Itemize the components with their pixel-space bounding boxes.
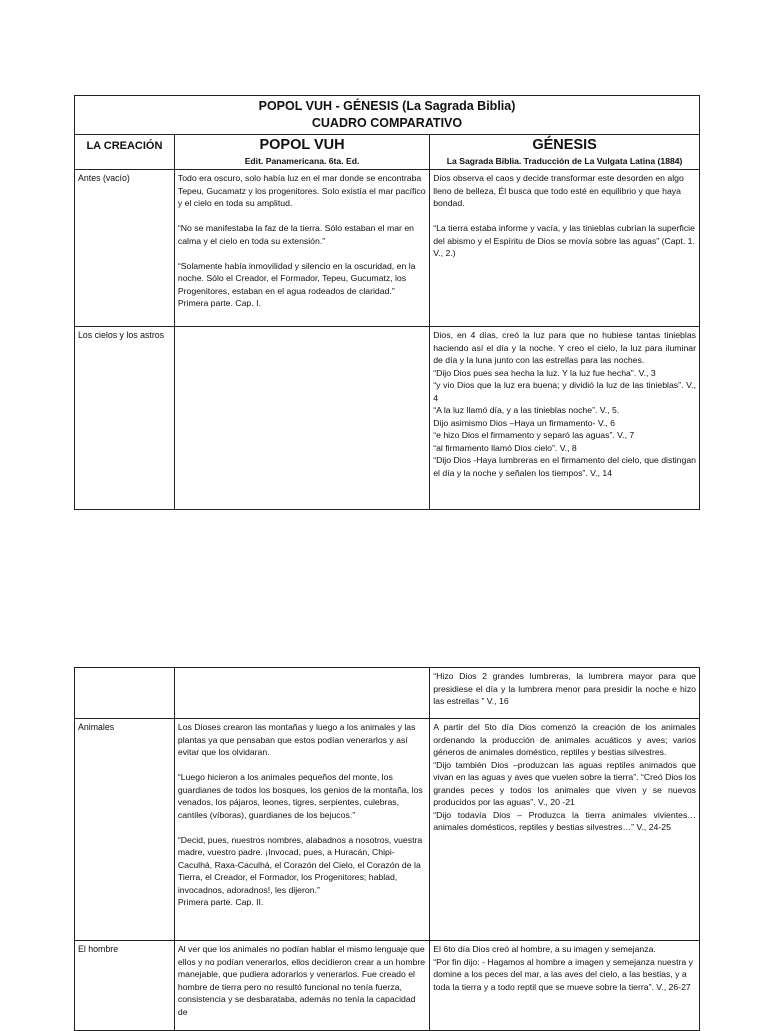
comparison-table-2 <box>74 667 700 1031</box>
table-row <box>75 170 700 327</box>
paragraph: Dios, en 4 días, creó la luz para que no hubiese tantas tinieblas haciendo así el día y la noche. Y creo el cielo, la luz para iluminar de día y la luna junto con las estrellas para las noches. <box>433 330 696 365</box>
row-label: Animales <box>75 719 175 941</box>
paragraph: Los Dioses crearon las montañas y luego a los animales y las plantas ya que pensaban que estos podían venerarlos y así evitar que los olvidaran. <box>177 722 416 757</box>
popol-cell <box>174 668 429 719</box>
paragraph: Todo era oscuro, solo había luz en el mar donde se encontraba Tepeu, Gucamatz y los progenitores. Solo existía el mar pacífico y el cielo en toda su amplitud. <box>177 173 426 208</box>
paragraph: “Decid, pues, nuestros nombres, alabadnos a nosotros, vuestra madre, vuestro padre. ¡Invocad, pues, a Huracán, Chipi-Caculhá, Raxa-Caculhá, el Corazón del Cielo, el Corazón de la Tierra, el Creador, el Formador, los Progenitores; hablad, invocadnos, adoradnos!, les dijeron.” <box>177 834 423 895</box>
paragraph: El 6to día Dios creó al hombre, a su imagen y semejanza. <box>433 944 656 954</box>
citation: Primera parte. Cap. II. <box>177 897 264 907</box>
table-row <box>75 719 700 941</box>
verse: “Dijo Dios -Haya lumbreras en el firmamento del cielo, que distingan el día y la noche y señalen los tiempos”. V., 14 <box>433 455 696 478</box>
table-row <box>75 668 700 719</box>
genesis-cell <box>430 668 700 719</box>
verse: “Dijo todavía Dios – Produzca la tierra animales vivientes… animales domésticos, reptiles y bestias silvestres…” V., 24-25 <box>433 809 696 832</box>
verse: “y vio Dios que la luz era buena; y dividió la luz de las tinieblas”. V., 4 <box>433 380 696 403</box>
header-genesis-title: GÉNESIS <box>532 137 597 153</box>
verse: Dijo asimismo Dios –Haya un firmamento- V., 6 <box>433 417 615 428</box>
header-creation-label: LA CREACIÓN <box>86 140 163 152</box>
comparison-table-1 <box>74 95 700 510</box>
row-label: Antes (vacío) <box>75 170 175 327</box>
popol-cell <box>174 327 429 510</box>
header-genesis-source: La Sagrada Biblia. Traducción de La Vulgata Latina (1884) <box>446 156 683 166</box>
paragraph: “La tierra estaba informe y vacía, y las tinieblas cubrían la superficie del abismo y el Espíritu de Dios se movía sobre las aguas” (Capt. 1. V., 2.) <box>433 223 695 258</box>
citation: Primera parte. Cap. I. <box>177 298 261 308</box>
paragraph: “Solamente había inmovilidad y silencio en la oscuridad, en la noche. Sólo el Creador, el Formador, Tepeu, Gucumatz, los Progenitores, estaban en el agua rodeados de claridad.” <box>177 260 416 296</box>
row-label: El hombre <box>75 941 175 1031</box>
header-popol <box>174 135 429 170</box>
genesis-cell <box>430 170 700 327</box>
table-row <box>75 941 700 1031</box>
title-cell <box>75 96 700 135</box>
table-row <box>75 327 700 510</box>
header-creation <box>75 135 175 170</box>
row-label: Los cielos y los astros <box>75 327 175 510</box>
genesis-cell <box>430 327 700 510</box>
paragraph: “Luego hicieron a los animales pequeños del monte, los guardianes de todos los bosques, los genios de la montaña, los venados, los pájaros, leones, tigres, serpientes, culebras, cantiles (víboras), guardianes de los bejucos.” <box>177 772 423 820</box>
verse: “e hizo Dios el firmamento y separó las aguas”. V., 7 <box>433 430 635 440</box>
verse: “Hizo Dios 2 grandes lumbreras, la lumbrera mayor para que presidiese el día y la lumbrera menor para presidir la noche e hizo las estrellas ” V., 16 <box>433 671 696 706</box>
paragraph: Al ver que los animales no podían hablar el mismo lenguaje que ellos y no podían venerarlos, ellos decidieron crear a un hombre manejable, que pudiera adorarlos y venerarlos. Fue creado el hombre de tierra pero no resultó funcional no tenía fuerza, consistencia y se desbarataba, además no tenía la capacidad de <box>177 944 426 1017</box>
header-row <box>75 135 700 170</box>
genesis-cell <box>430 719 700 941</box>
verse: “Por fin dijo: - Hagamos al hombre a imagen y semejanza nuestra y domine a los peces del mar, a las aves del cielo, a las bestias, y a toda la tierra y a todo reptil que se mueve sobre la tierra”. V., 26-27 <box>433 956 693 992</box>
verse: “al firmamento llamó Dios cielo”. V., 8 <box>433 442 577 453</box>
title-row <box>75 96 700 135</box>
header-popol-source: Edit. Panamericana. 6ta. Ed. <box>244 156 360 166</box>
header-genesis <box>430 135 700 170</box>
document-title: POPOL VUH - GÉNESIS (La Sagrada Biblia) <box>258 99 516 113</box>
popol-cell <box>174 941 429 1031</box>
genesis-cell <box>430 941 700 1031</box>
paragraph: “No se manifestaba la faz de la tierra. Sólo estaban el mar en calma y el cielo en toda su extensión.” <box>177 223 414 246</box>
verse: “Dijo Dios pues sea hecha la luz. Y la luz fue hecha”. V., 3 <box>433 367 656 378</box>
popol-cell <box>174 719 429 941</box>
document-subtitle: CUADRO COMPARATIVO <box>311 116 463 130</box>
verse: “Dijo también Dios –produzcan las aguas reptiles animados que vivan en las aguas y aves que vuelen sobre la tierra”. “Creó Dios los grandes peces y todos los animales que viven y se nuevos producidos por las aguas”. V., 20 -21 <box>433 759 696 807</box>
popol-cell <box>174 170 429 327</box>
paragraph: A partir del 5to día Dios comenzó la creación de los animales ordenando la producción de animales acuáticos y aves; varios géneros de animales doméstico, reptiles y bestias silvestres. <box>433 722 696 757</box>
row-label <box>75 668 175 719</box>
paragraph: Dios observa el caos y decide transformar este desorden en algo lleno de belleza, Él busca que todo esté en equilibrio y que haya bondad. <box>433 173 684 208</box>
verse: “A la luz llamó día, y a las tinieblas noche”. V., 5. <box>433 405 620 415</box>
header-popol-title: POPOL VUH <box>259 137 345 153</box>
